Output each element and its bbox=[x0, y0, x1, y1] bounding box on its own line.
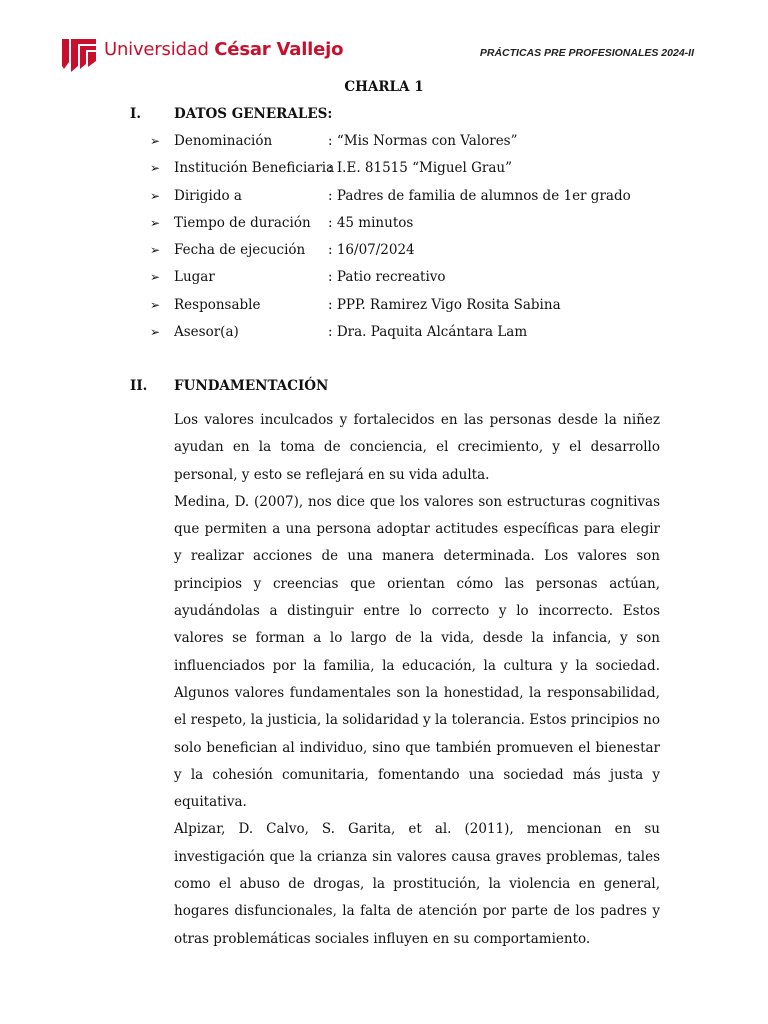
paragraph: Medina, D. (2007), nos dice que los valores son estructuras cognitivas que permiten a una persona adoptar actitudes específicas para elegir y realizar acciones de una manera determinada. Los valores son principios y creencias que orientan cómo las personas actúan, ayudándolas a distinguir entre lo correcto y lo incorrecto. Estos valores se forman a lo largo de la vida, desde la infancia, y son influenciados por la familia, la educación, la cultura y la sociedad. Algunos valores fundamentales son la honestidad, la responsabilidad, el respeto, la justicia, la solidaridad y la tolerancia. Estos principios no solo benefician al individuo, sino que también promueven el bienestar y la cohesión comunitaria, fomentando una sociedad más justa y equitativa. bbox=[174, 493, 660, 811]
section-title: FUNDAMENTACIÓN bbox=[174, 378, 329, 394]
item-value: : I.E. 81515 “Miguel Grau” bbox=[328, 160, 512, 177]
section-heading-fundamentacion bbox=[130, 378, 328, 394]
list-item bbox=[150, 242, 710, 269]
list-item bbox=[150, 133, 710, 160]
list-item bbox=[150, 269, 710, 296]
item-label: Institución Beneficiaria bbox=[174, 160, 335, 177]
ucv-logo-icon bbox=[62, 36, 96, 74]
paragraph: Alpizar, D. Calvo, S. Garita, et al. (2011), mencionan en su investigación que la crianza sin valores causa graves problemas, tales como el abuso de drogas, la prostitución, la violencia en general, hogares disfuncionales, la falta de atención por parte de los padres y otras problemáticas sociales influyen en su comportamiento. bbox=[174, 821, 660, 947]
item-label: Tiempo de duración bbox=[174, 214, 311, 231]
item-value: : Dra. Paquita Alcántara Lam bbox=[328, 324, 528, 341]
list-item bbox=[150, 324, 710, 351]
arrow-bullet-icon: ➢ bbox=[150, 270, 161, 285]
list-item bbox=[150, 160, 710, 187]
section-title: DATOS GENERALES: bbox=[174, 106, 333, 122]
list-item bbox=[150, 215, 710, 242]
paragraph: Los valores inculcados y fortalecidos en las personas desde la niñez ayudan en la toma de conciencia, el crecimiento, y el desarrollo personal, y esto se reflejará en su vida adulta. bbox=[174, 412, 660, 483]
arrow-bullet-icon: ➢ bbox=[150, 134, 161, 148]
section-heading-datos bbox=[130, 106, 332, 122]
list-item bbox=[150, 188, 710, 215]
arrow-bullet-icon: ➢ bbox=[150, 325, 161, 340]
university-name-regular: Universidad bbox=[104, 39, 215, 60]
arrow-bullet-icon: ➢ bbox=[150, 243, 161, 258]
item-value: : Padres de familia de alumnos de 1er grado bbox=[328, 187, 631, 204]
item-value: : Patio recreativo bbox=[328, 269, 446, 286]
item-label: Fecha de ejecución bbox=[174, 242, 306, 259]
item-label: Responsable bbox=[174, 296, 261, 313]
item-label: Asesor(a) bbox=[174, 324, 239, 341]
item-value: : “Mis Normas con Valores” bbox=[328, 133, 518, 149]
arrow-bullet-icon: ➢ bbox=[150, 188, 161, 203]
item-value: : 45 minutos bbox=[328, 214, 414, 231]
university-name bbox=[104, 39, 343, 60]
header-right-text: PRÁCTICAS PRE PROFESIONALES 2024-II bbox=[479, 47, 694, 59]
item-label: Dirigido a bbox=[174, 187, 242, 204]
item-label: Denominación bbox=[174, 133, 273, 149]
page-header bbox=[62, 34, 702, 78]
arrow-bullet-icon: ➢ bbox=[150, 161, 161, 176]
item-value: : PPP. Ramirez Vigo Rosita Sabina bbox=[328, 296, 561, 313]
fundamentacion-body bbox=[174, 407, 660, 953]
section-number: I. bbox=[130, 106, 142, 122]
arrow-bullet-icon: ➢ bbox=[150, 297, 161, 312]
item-label: Lugar bbox=[174, 269, 215, 286]
item-value: : 16/07/2024 bbox=[328, 242, 415, 259]
list-item bbox=[150, 297, 710, 324]
page-title: CHARLA 1 bbox=[344, 79, 424, 95]
arrow-bullet-icon: ➢ bbox=[150, 215, 161, 230]
section-number: II. bbox=[130, 378, 148, 394]
datos-generales-list bbox=[150, 133, 710, 351]
university-name-bold: César Vallejo bbox=[214, 39, 344, 60]
